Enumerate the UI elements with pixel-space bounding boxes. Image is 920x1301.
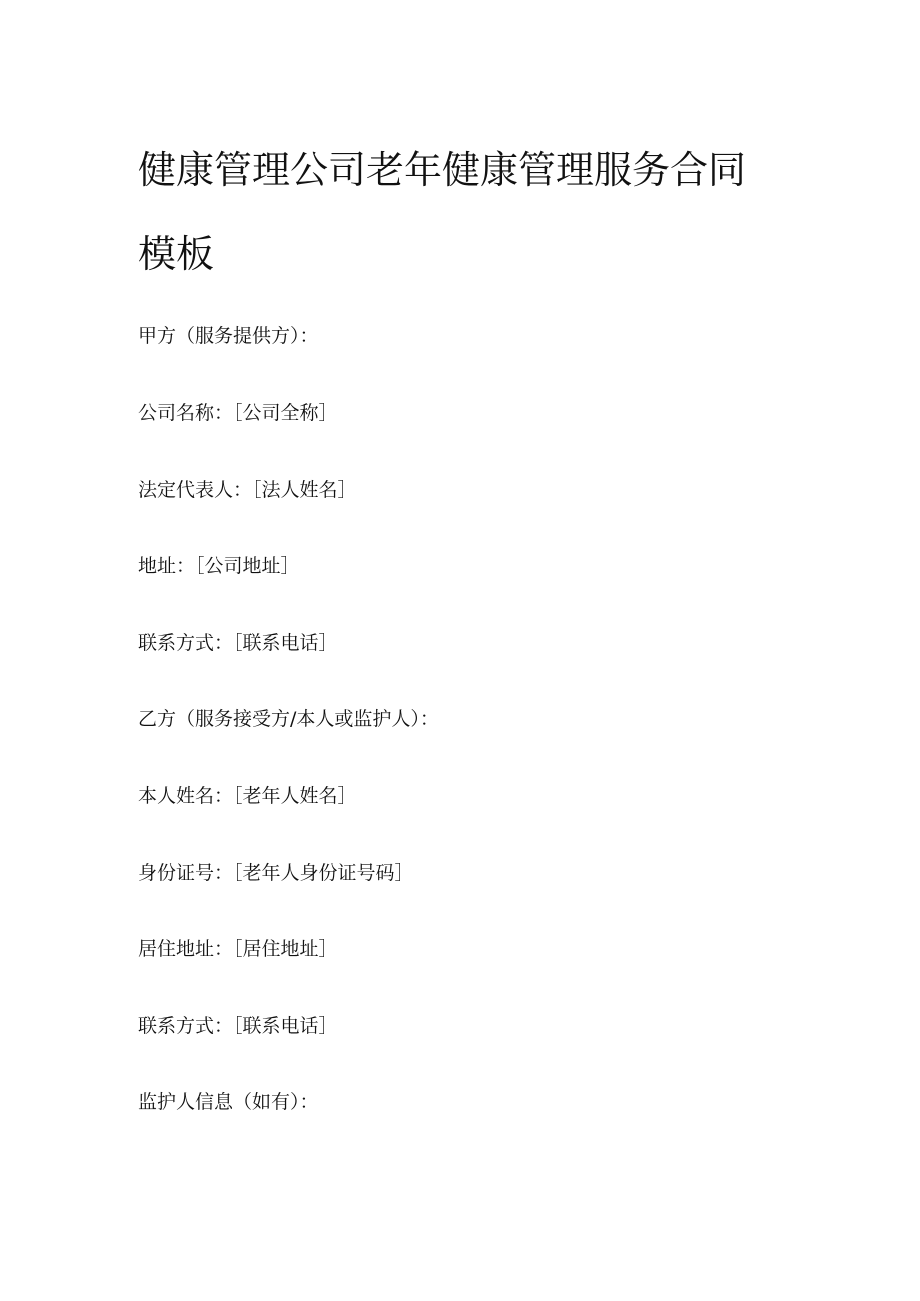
- party-b-id-number: 身份证号：［老年人身份证号码］: [138, 862, 414, 884]
- party-a-company-name: 公司名称：［公司全称］: [138, 402, 338, 424]
- party-b-name: 本人姓名：［老年人姓名］: [138, 785, 357, 807]
- party-a-address: 地址：［公司地址］: [138, 555, 300, 577]
- party-b-contact: 联系方式：［联系电话］: [138, 1015, 338, 1037]
- party-a-heading: 甲方（服务提供方）：: [138, 325, 319, 347]
- document-title: 健康管理公司老年健康管理服务合同模板: [138, 148, 747, 276]
- party-b-heading: 乙方（服务接受方/本人或监护人）：: [138, 708, 439, 730]
- party-a-contact: 联系方式：［联系电话］: [138, 632, 338, 654]
- party-b-residential-address: 居住地址：［居住地址］: [138, 938, 338, 960]
- party-a-legal-representative: 法定代表人：［法人姓名］: [138, 479, 357, 501]
- guardian-info-heading: 监护人信息（如有）：: [138, 1091, 319, 1113]
